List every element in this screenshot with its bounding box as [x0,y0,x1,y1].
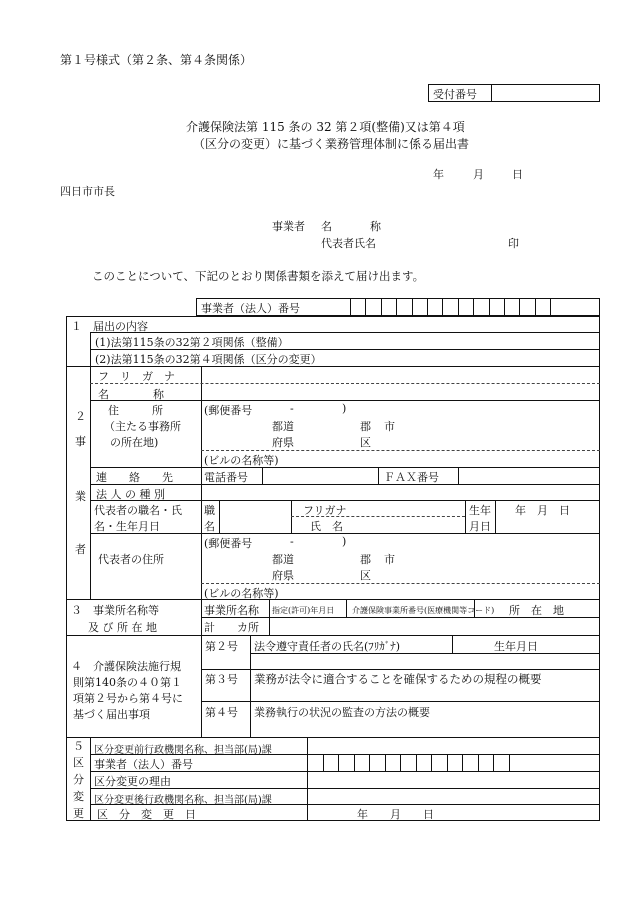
s5-number: ５ [73,740,84,753]
s2-char-3: 者 [75,543,86,556]
s5-business-number-cell-divider [431,754,432,771]
rep-gun-label: 郡 [360,553,371,566]
business-number-cell-divider [365,298,366,316]
s5-char-3: 変 [73,790,84,803]
s5-char-4: 更 [73,807,84,820]
address-sub-1: （主たる事務所 [104,420,181,433]
s5-business-number-cell-divider [493,754,494,771]
pref-to: 都道 [272,420,294,433]
contact-label: 連 絡 先 [96,471,173,484]
business-number-cell-divider [396,298,397,316]
s1-item-2: (2)法第115条の32第４項関係（区分の変更） [95,353,322,366]
business-number-cell-divider [427,298,428,316]
s4-label-2: 則第140条の４０第１ [73,676,182,689]
s3-label-2: 及 び 所 在 地 [88,621,157,634]
rep-birth-ymd: 年 月 日 [515,504,570,517]
date-month: 月 [473,168,484,181]
furigana-label: フ リ ガ ナ [98,370,175,383]
pref-fu: 府県 [272,436,294,449]
business-number-cell-divider [489,298,490,316]
rep-postal-label: (郵便番号 [204,537,253,550]
s2-char-1: 事 [75,435,86,448]
rep-title-1: 代表者の職名・氏 [94,504,182,517]
business-number-cell-divider [519,298,520,316]
rep-ku-label: 区 [360,569,371,582]
ku-label: 区 [360,436,371,449]
address-label: 住 所 [108,404,163,417]
s5-business-number-cell-divider [447,754,448,771]
address-sub-2: の所在地) [110,436,159,449]
audit-summary-label: 業務執行の状況の監査の方法の概要 [254,706,430,719]
s5-prev-office-label: 区分変更前行政機関名称、担当部(局)課 [94,745,272,756]
no2-label: 第２号 [205,640,238,653]
s5-business-number-cell-divider [369,754,370,771]
business-number-cell-divider [442,298,443,316]
title-line-1: 介護保険法第 115 条の 32 第２項(整備)又は第４項 [186,120,465,134]
location-label: 所 在 地 [509,604,564,617]
s5-reason-label: 区分変更の理由 [94,775,171,788]
s5-change-date-label: 区 分 変 更 日 [97,808,196,821]
insurance-no-label: 介護保険事業所番号(医療機関等コード) [352,606,495,615]
s5-business-number-cell-divider [400,754,401,771]
s1-item-1: (1)法第115条の32第２項関係（整備） [95,336,289,349]
s5-next-office-label: 区分変更後行政機関名称、担当部(局)課 [94,795,272,806]
business-number-cell-divider [535,298,536,316]
business-number-cell-divider [473,298,474,316]
s5-business-number-cell-divider [323,754,324,771]
representative-name-label: 代表者氏名 [321,237,376,250]
s5-business-number-cell-divider [354,754,355,771]
business-number-label: 事業者（法人）番号 [201,302,300,315]
s4-label-4: 基づく届出事項 [73,708,150,721]
rep-building-label: (ビルの名称等) [204,587,279,600]
date-day: 日 [512,168,523,181]
s5-business-no-label: 事業者（法人）番号 [94,758,193,771]
rep-title-2: 名・生年月日 [94,520,160,533]
birth-label-1: 生年 [469,504,491,517]
rep-pref-to: 都道 [272,553,294,566]
seal-mark: 印 [508,237,519,250]
intro-text: このことについて、下記のとおり関係書類を添えて届け出ます。 [92,269,425,283]
rep-furigana-label: フリガナ [303,504,347,517]
compliance-officer-label: 法令遵守責任者の氏名(ﾌﾘｶﾞﾅ) [254,640,401,653]
business-number-cell-divider [381,298,382,316]
s5-business-number-cell-divider [462,754,463,771]
applicant-name-label-b: 称 [370,220,381,233]
s1-title: １ 届出の内容 [71,320,148,333]
s2-number: ２ [75,410,86,423]
applicant-label: 事業者 [272,220,305,233]
reception-number-label: 受付番号 [433,88,477,101]
business-number-cell-divider [550,298,551,316]
postal-close: ) [342,402,347,415]
s5-business-number-cell-divider [478,754,479,771]
business-number-cell-divider [412,298,413,316]
shoku-label: 職 [204,504,215,517]
s5-char-1: 区 [73,756,84,769]
s4-label-3: 項第２号から第４号に [73,692,183,705]
birth-label-2: 月日 [469,520,491,533]
building-label: (ビルの名称等) [204,454,279,467]
postal-label: (郵便番号 [204,404,253,417]
rep-pref-fu: 府県 [272,569,294,582]
s5-change-date-ymd: 年 月 日 [357,808,434,821]
s3-label-1: ３ 事業所名称等 [71,604,159,617]
s5-char-2: 分 [73,773,84,786]
date-year: 年 [433,168,444,181]
fax-label: ＦＡＸ番号 [384,471,439,484]
postal-dash: - [290,402,294,415]
birthdate-label: 生年月日 [494,640,538,653]
designation-date-label: 指定(許可)年月日 [272,606,335,615]
applicant-name-label-a: 名 [321,220,332,233]
s5-business-number-cell-divider [385,754,386,771]
shi-label: 市 [384,420,395,433]
addressee: 四日市市長 [60,185,115,198]
s5-business-number-cell-divider [509,754,510,771]
office-name-label: 事業所名称 [204,604,259,617]
no3-label: 第３号 [205,673,238,686]
no4-label: 第４号 [205,706,238,719]
name-label: 名 称 [98,388,164,401]
mei-label: 名 [204,520,215,533]
business-number-cell-divider [504,298,505,316]
s4-label-1: ４ 介護保険法施行規 [71,660,181,673]
s5-business-number-cell-divider [416,754,417,771]
title-line-2: （区分の変更）に基づく業務管理体制に係る届出書 [193,137,470,151]
rep-shi-label: 市 [384,553,395,566]
s5-business-number-cell-divider [338,754,339,771]
rules-summary-label: 業務が法令に適合することを確保するための規程の概要 [254,672,542,686]
tel-label: 電話番号 [204,471,248,484]
total-offices-label: 計 カ所 [204,621,259,634]
form-number: 第１号様式（第２条、第４条関係） [60,53,253,67]
rep-name-label: 氏 名 [310,520,343,533]
corp-type-label: 法 人 の 種 別 [96,488,165,501]
rep-postal-dash: - [290,535,294,548]
rep-postal-close: ) [342,535,347,548]
rep-address-label: 代表者の住所 [98,553,164,566]
gun-label: 郡 [360,420,371,433]
business-number-cell-divider [458,298,459,316]
s2-char-2: 業 [75,490,86,503]
